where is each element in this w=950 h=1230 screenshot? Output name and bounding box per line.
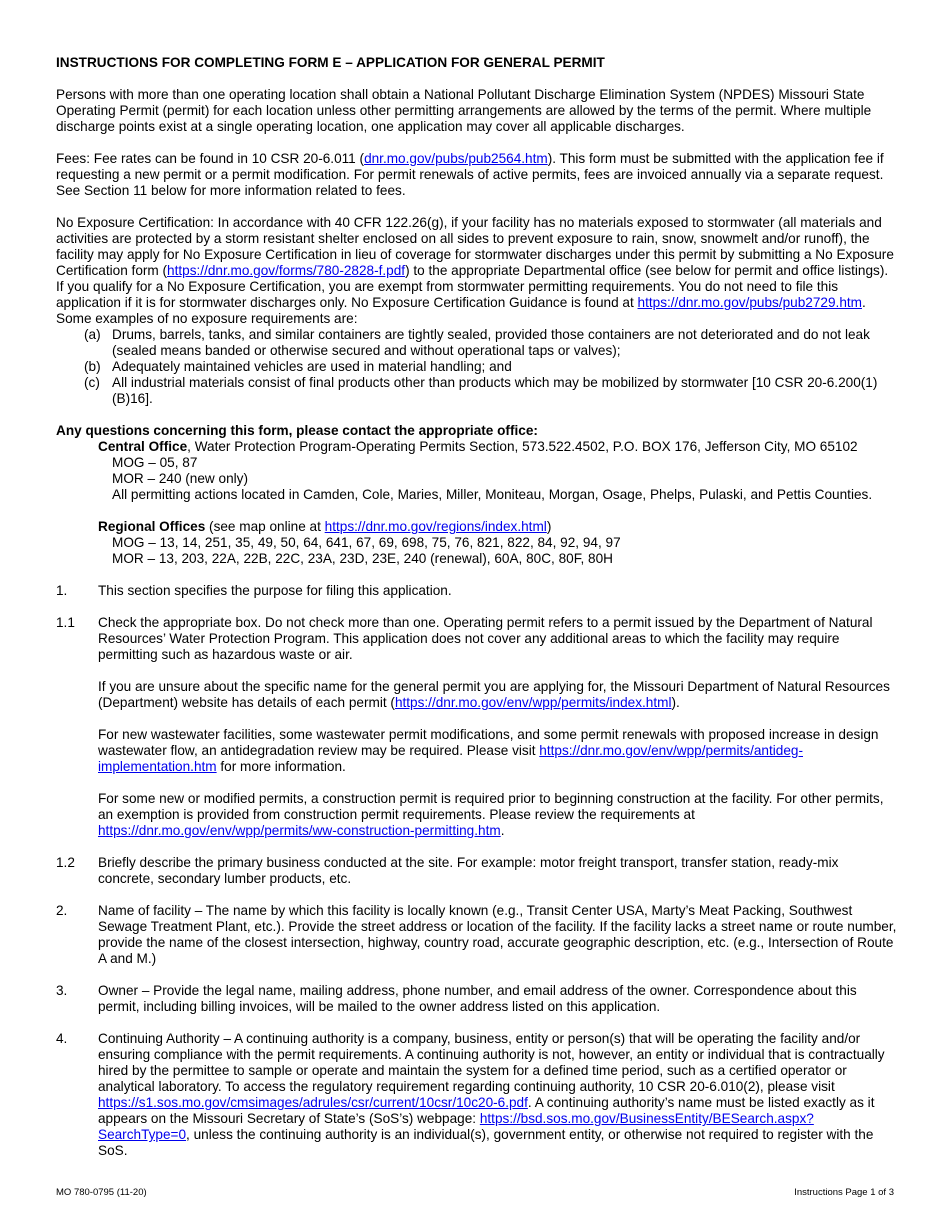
continuing-authority-rule-link[interactable]: https://s1.sos.mo.gov/cmsimages/adrules/csr/current/10csr/10c20-6.pdf	[98, 1095, 528, 1110]
contact-heading: Any questions concerning this form, please contact the appropriate office:	[56, 423, 538, 438]
section-text-part: ).	[671, 695, 680, 710]
list-item-text: Adequately maintained vehicles are used in material handling; and	[112, 359, 512, 374]
fees-link[interactable]: dnr.mo.gov/pubs/pub2564.htm	[364, 151, 548, 166]
permits-index-link[interactable]: https://dnr.mo.gov/env/wpp/permits/index.html	[394, 695, 672, 710]
regional-permit-line: MOG – 13, 14, 251, 35, 49, 50, 64, 641, 67, 69, 698, 75, 76, 821, 822, 84, 92, 94, 97	[112, 535, 621, 550]
section-text	[98, 1031, 898, 1159]
footer-form-id: MO 780-0795 (11-20)	[56, 1187, 147, 1198]
no-exposure-text: No Exposure Certification: In accordance with 40 CFR 122.26(g), if your facility has no materials exposed to stormwater (all materials and activities are protected by a storm resistant shelter enclosed on all sides to prevent exposure to rain, snow, snowmelt and/or runoff), the facility may apply for No Exposure Certification in lieu of coverage for stormwater discharges under this permit by submitting a No Exposure Certification form (	[56, 215, 894, 278]
regional-offices	[98, 519, 898, 567]
section-text: Briefly describe the primary business conducted at the site. For example: motor freight transport, transfer station, ready-mix concrete, secondary lumber products, etc.	[98, 855, 839, 886]
section-text-part: for more information.	[216, 759, 346, 774]
section-text-part: If you are unsure about the specific name for the general permit you are applying for, the Missouri Department of Natural Resources (Department) website has details of each permit (	[98, 679, 890, 710]
regional-office-line	[98, 519, 898, 535]
section-number: 1.	[56, 583, 68, 598]
section-1	[56, 583, 898, 599]
antideg-link[interactable]: https://dnr.mo.gov/env/wpp/permits/antideg-implementation.htm	[98, 743, 803, 774]
central-permit-line: MOR – 240 (new only)	[112, 471, 248, 486]
section-text: Name of facility – The name by which this facility is locally known (e.g., Transit Center USA, Marty’s Meat Packing, Southwest Sewage Treatment Plant, etc.). Provide the street address or location of the facility. If the facility lacks a street name or route number, provide the name of the closest intersection, highway, country road, accurate geographic description, etc. (e.g., Intersection of Route A and M.)	[98, 903, 897, 966]
central-office-details: , Water Protection Program-Operating Permits Section, 573.522.4502, P.O. BOX 176, Jefferson City, MO 65102	[187, 439, 858, 454]
central-office	[98, 439, 898, 503]
regional-permit-line: MOR – 13, 203, 22A, 22B, 22C, 23A, 23D, 23E, 240 (renewal), 60A, 80C, 80F, 80H	[112, 551, 613, 566]
document-title: INSTRUCTIONS FOR COMPLETING FORM E – APPLICATION FOR GENERAL PERMIT	[56, 55, 605, 70]
regional-office-text: (see map online at	[205, 519, 325, 534]
fees-paragraph	[56, 151, 898, 199]
section-4	[56, 1031, 898, 1159]
fees-text: Fees: Fee rates can be found in 10 CSR 20-6.011 (	[56, 151, 365, 166]
section-text-part: For some new or modified permits, a construction permit is required prior to beginning construction at the facility. For other permits, an exemption is provided from construction permit requirements. Please review the requirements at	[98, 791, 884, 822]
section-text-part: Continuing Authority – A continuing authority is a company, business, entity or person(s) that will be operating the facility and/or ensuring compliance with the permit requirements. A continuing authority is not, however, an entity or individual that is contractually hired by the permittee to sample or operate and maintain the system for a defined time period, such as a certified operator or analytical laboratory. To access the regulatory requirement regarding continuing authority, 10 CSR 20-6.010(2), please visit	[98, 1031, 885, 1094]
section-text-part: .	[500, 823, 505, 838]
section-text: This section specifies the purpose for filing this application.	[98, 583, 452, 598]
list-item-text: All industrial materials consist of final products other than products which may be mobilized by stormwater [10 CSR 20-6.200(1)(B)16].	[112, 375, 878, 406]
section-text	[98, 727, 898, 775]
central-counties: All permitting actions located in Camden, Cole, Maries, Miller, Moniteau, Morgan, Osage, Phelps, Pulaski, and Pettis Counties.	[112, 487, 873, 502]
section-text-part: . A continuing authority’s name must be listed exactly as it appears on the Missouri Secretary of State’s (SoS’s) webpage:	[98, 1095, 875, 1126]
no-exposure-form-link[interactable]: https://dnr.mo.gov/forms/780-2828-f.pdf	[167, 263, 406, 278]
no-exposure-text-3: . Some examples of no exposure requirements are:	[56, 295, 866, 326]
list-item	[56, 375, 898, 407]
central-office-line	[98, 439, 898, 455]
list-item-text: Drums, barrels, tanks, and similar containers are tightly sealed, provided those containers are not deteriorated and do not leak (sealed means banded or otherwise secured and without operational taps or valves);	[112, 327, 870, 358]
regional-map-link[interactable]: https://dnr.mo.gov/regions/index.html	[324, 519, 547, 534]
section-number: 1.2	[56, 855, 75, 870]
no-exposure-guidance-link[interactable]: https://dnr.mo.gov/pubs/pub2729.htm	[637, 295, 862, 310]
section-text-part: , unless the continuing authority is an individual(s), government entity, or otherwise not required to register with the SoS.	[98, 1127, 874, 1158]
central-office-name: Central Office	[98, 439, 188, 454]
list-item-label: (a)	[84, 327, 101, 342]
no-exposure-paragraph	[56, 215, 898, 327]
section-number: 4.	[56, 1031, 68, 1046]
regional-office-text-after: )	[546, 519, 552, 534]
section-number: 3.	[56, 983, 68, 998]
list-item-label: (b)	[84, 359, 101, 374]
section-3	[56, 983, 898, 1015]
section-text-part: For new wastewater facilities, some wastewater permit modifications, and some permit renewals with proposed increase in design wastewater flow, an antidegradation review may be required. Please visit	[98, 727, 879, 758]
list-item-label: (c)	[84, 375, 100, 390]
list-item	[56, 359, 898, 375]
section-number: 1.1	[56, 615, 75, 630]
section-1-1	[56, 615, 898, 839]
section-1-2	[56, 855, 898, 887]
no-exposure-list	[56, 327, 898, 407]
list-item	[56, 327, 898, 359]
section-number: 2.	[56, 903, 68, 918]
section-text	[98, 791, 898, 839]
document-page	[56, 55, 898, 1175]
section-text: Check the appropriate box. Do not check more than one. Operating permit refers to a permit issued by the Department of Natural Resources’ Water Protection Program. This application does not cover any additional areas to which the facility may require permitting such as hazardous waste or air.	[98, 615, 873, 662]
sos-business-search-link[interactable]: https://bsd.sos.mo.gov/BusinessEntity/BESearch.aspx?SearchType=0	[98, 1111, 814, 1142]
intro-paragraph: Persons with more than one operating location shall obtain a National Pollutant Discharge Elimination System (NPDES) Missouri State Operating Permit (permit) for each location unless other permitting arrangements are allowed by the terms of the permit. Where multiple discharge points exist at a single operating location, one application may cover all applicable discharges.	[56, 87, 872, 134]
no-exposure-text-2: ) to the appropriate Departmental office (see below for permit and office listings). If you qualify for a No Exposure Certification, you are exempt from stormwater permitting requirements. You do not need to file this application if it is for stormwater discharges only. No Exposure Certification Guidance is found at	[56, 263, 889, 310]
construction-permitting-link[interactable]: https://dnr.mo.gov/env/wpp/permits/ww-construction-permitting.htm	[98, 823, 501, 838]
section-text	[98, 679, 898, 711]
central-permit-line: MOG – 05, 87	[112, 455, 198, 470]
regional-office-name: Regional Offices	[98, 519, 206, 534]
fees-text-after: ). This form must be submitted with the application fee if requesting a new permit or a permit modification. For permit renewals of active permits, fees are invoiced annually via a separate request. See Section 11 below for more information related to fees.	[56, 151, 884, 198]
section-2	[56, 903, 898, 967]
section-text: Owner – Provide the legal name, mailing address, phone number, and email address of the owner. Correspondence about this permit, including billing invoices, will be mailed to the owner address listed on this application.	[98, 983, 857, 1014]
footer-page-number: Instructions Page 1 of 3	[794, 1187, 894, 1198]
